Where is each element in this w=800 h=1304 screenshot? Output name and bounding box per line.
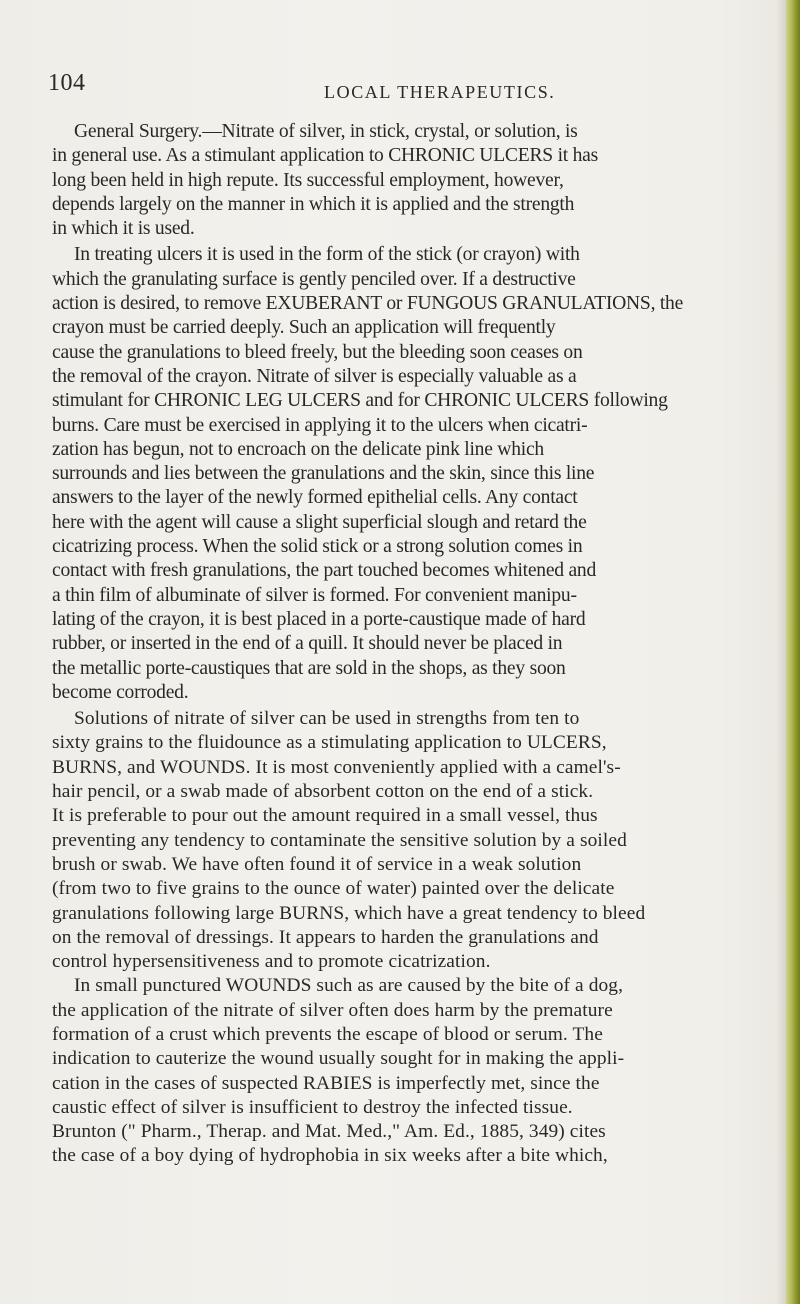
text-line: sixty grains to the fluidounce as a stimulating application to ULCERS, <box>52 732 607 754</box>
text-line: In treating ulcers it is used in the form of the stick (or crayon) with <box>74 244 580 266</box>
page-edge-binding <box>786 0 800 1304</box>
text-line: In small punctured WOUNDS such as are caused by the bite of a dog, <box>74 975 624 997</box>
text-line: action is desired, to remove EXUBERANT or FUNGOUS GRANULATIONS, the <box>52 293 684 315</box>
text-line: preventing any tendency to contaminate the sensitive solution by a soiled <box>52 829 627 851</box>
text-line: the application of the nitrate of silver often does harm by the premature <box>52 999 613 1021</box>
text-line: cause the granulations to bleed freely, but the bleeding soon ceases on <box>52 341 583 363</box>
text-line: answers to the layer of the newly formed epithelial cells. Any contact <box>52 487 578 509</box>
body-text <box>52 120 758 1169</box>
text-line: on the removal of dressings. It appears to harden the granulations and <box>52 926 599 948</box>
text-line: hair pencil, or a swab made of absorbent cotton on the end of a stick. <box>52 781 594 803</box>
running-head: LOCAL THERAPEUTICS. <box>324 82 556 102</box>
text-line: Brunton (" Pharm., Therap. and Mat. Med.," Am. Ed., 1885, 349) cites <box>52 1121 606 1143</box>
text-line: stimulant for CHRONIC LEG ULCERS and for CHRONIC ULCERS following <box>52 390 668 412</box>
text-line: brush or swab. We have often found it of service in a weak solution <box>52 853 582 875</box>
text-line: granulations following large BURNS, which have a great tendency to bleed <box>52 902 646 924</box>
paragraph-punctured-wounds <box>52 974 758 1168</box>
text-line: (from two to five grains to the ounce of water) painted over the delicate <box>52 878 615 900</box>
text-line: Solutions of nitrate of silver can be used in strengths from ten to <box>74 708 580 730</box>
text-line: the case of a boy dying of hydrophobia in six weeks after a bite which, <box>52 1145 608 1167</box>
page-number: 104 <box>48 70 86 96</box>
text-line: long been held in high repute. Its successful employment, however, <box>52 169 564 191</box>
text-line: burns. Care must be exercised in applying it to the ulcers when cicatri- <box>52 414 588 436</box>
text-line: rubber, or inserted in the end of a quill. It should never be placed in <box>52 633 563 655</box>
text-line: surrounds and lies between the granulations and the skin, since this line <box>52 463 595 485</box>
text-line: a thin film of albuminate of silver is formed. For convenient manipu- <box>52 584 577 606</box>
text-line: cation in the cases of suspected RABIES is imperfectly met, since the <box>52 1072 600 1094</box>
text-line: indication to cauterize the wound usually sought for in making the appli- <box>52 1048 625 1070</box>
text-line: the metallic porte-caustiques that are sold in the shops, as they soon <box>52 657 566 679</box>
text-line: here with the agent will cause a slight superficial slough and retard the <box>52 511 587 533</box>
text-line: General Surgery.—Nitrate of silver, in stick, crystal, or solution, is <box>74 121 578 142</box>
text-line: zation has begun, not to encroach on the delicate pink line which <box>52 438 544 460</box>
text-line: crayon must be carried deeply. Such an application will frequently <box>52 317 556 339</box>
text-line: the removal of the crayon. Nitrate of silver is especially valuable as a <box>52 365 577 387</box>
text-line: control hypersensitiveness and to promote cicatrization. <box>52 951 491 973</box>
paragraph-treating-ulcers <box>52 243 758 705</box>
page-header <box>48 70 748 104</box>
text-line: contact with fresh granulations, the part touched becomes whitened and <box>52 560 597 582</box>
text-line: BURNS, and WOUNDS. It is most conveniently applied with a camel's- <box>52 756 621 778</box>
text-line: It is preferable to pour out the amount required in a small vessel, thus <box>52 805 598 827</box>
text-line: in which it is used. <box>52 218 195 240</box>
paragraph-general-surgery <box>52 120 758 241</box>
text-line: which the granulating surface is gently penciled over. If a destructive <box>52 268 576 290</box>
text-line: lating of the crayon, it is best placed in a porte-caustique made of hard <box>52 608 586 630</box>
text-line: formation of a crust which prevents the escape of blood or serum. The <box>52 1023 603 1045</box>
text-line: cicatrizing process. When the solid stick or a strong solution comes in <box>52 536 583 558</box>
text-line: caustic effect of silver is insufficient to destroy the infected tissue. <box>52 1096 573 1118</box>
text-line: depends largely on the manner in which it is applied and the strength <box>52 193 575 215</box>
paragraph-solutions <box>52 707 758 974</box>
text-line: become corroded. <box>52 681 189 703</box>
spine-shadow <box>776 0 786 1304</box>
text-line: in general use. As a stimulant application to CHRONIC ULCERS it has <box>52 145 598 167</box>
